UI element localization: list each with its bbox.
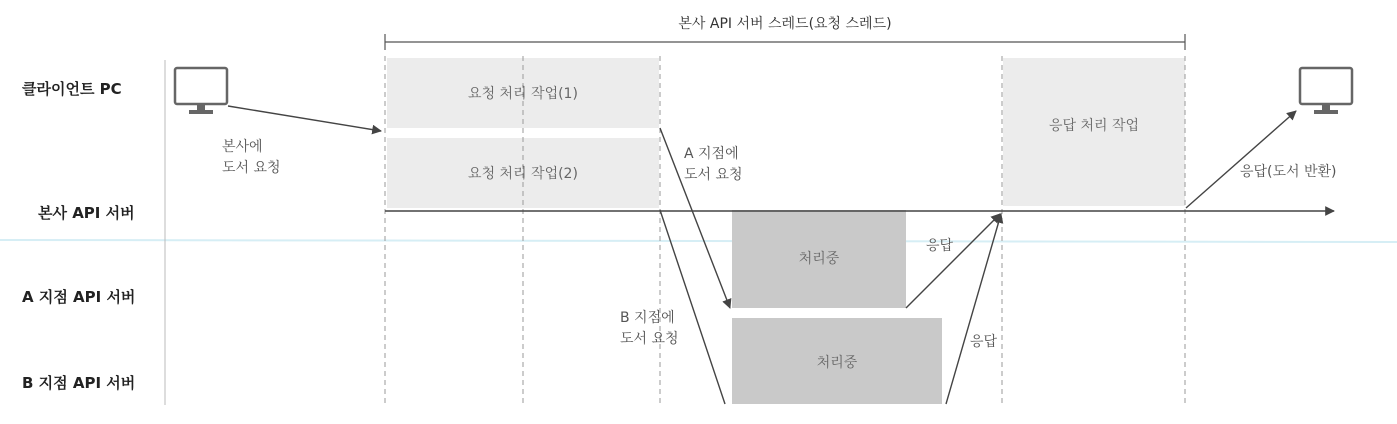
client-request-label-2: 도서 요청 (222, 160, 281, 176)
scan-artifact-line (0, 240, 1397, 242)
client-request-arrow (228, 106, 381, 131)
a-request-label-2: 도서 요청 (684, 167, 743, 183)
b-request-arrow (660, 210, 725, 404)
a-response-arrow (906, 214, 1000, 308)
a-response-label: 응답 (926, 238, 954, 254)
request-task-1-label: 요청 처리 작업(1) (468, 86, 578, 102)
b-response-label: 응답 (970, 334, 998, 350)
final-response-label: 응답(도서 반환) (1240, 164, 1337, 180)
a-request-label-1: A 지점에 (684, 146, 739, 162)
monitor-icon (1300, 68, 1352, 114)
row-label-a: A 지점 API 서버 (22, 288, 136, 306)
monitor-icon (175, 68, 227, 114)
request-task-2-label: 요청 처리 작업(2) (468, 166, 578, 182)
processing-a-label: 처리중 (798, 251, 840, 267)
b-response-arrow (946, 214, 1001, 404)
row-label-hq: 본사 API 서버 (38, 204, 135, 222)
row-label-b: B 지점 API 서버 (22, 374, 136, 392)
thread-bracket (385, 34, 1185, 50)
row-label-client: 클라이언트 PC (22, 80, 122, 98)
final-response-arrow (1186, 111, 1296, 208)
thread-title: 본사 API 서버 스레드(요청 스레드) (678, 16, 892, 32)
client-request-label-1: 본사에 (222, 139, 263, 155)
response-task-label: 응답 처리 작업 (1048, 118, 1140, 134)
processing-b-label: 처리중 (816, 355, 858, 371)
b-request-label-1: B 지점에 (620, 310, 675, 326)
b-request-label-2: 도서 요청 (620, 331, 679, 347)
